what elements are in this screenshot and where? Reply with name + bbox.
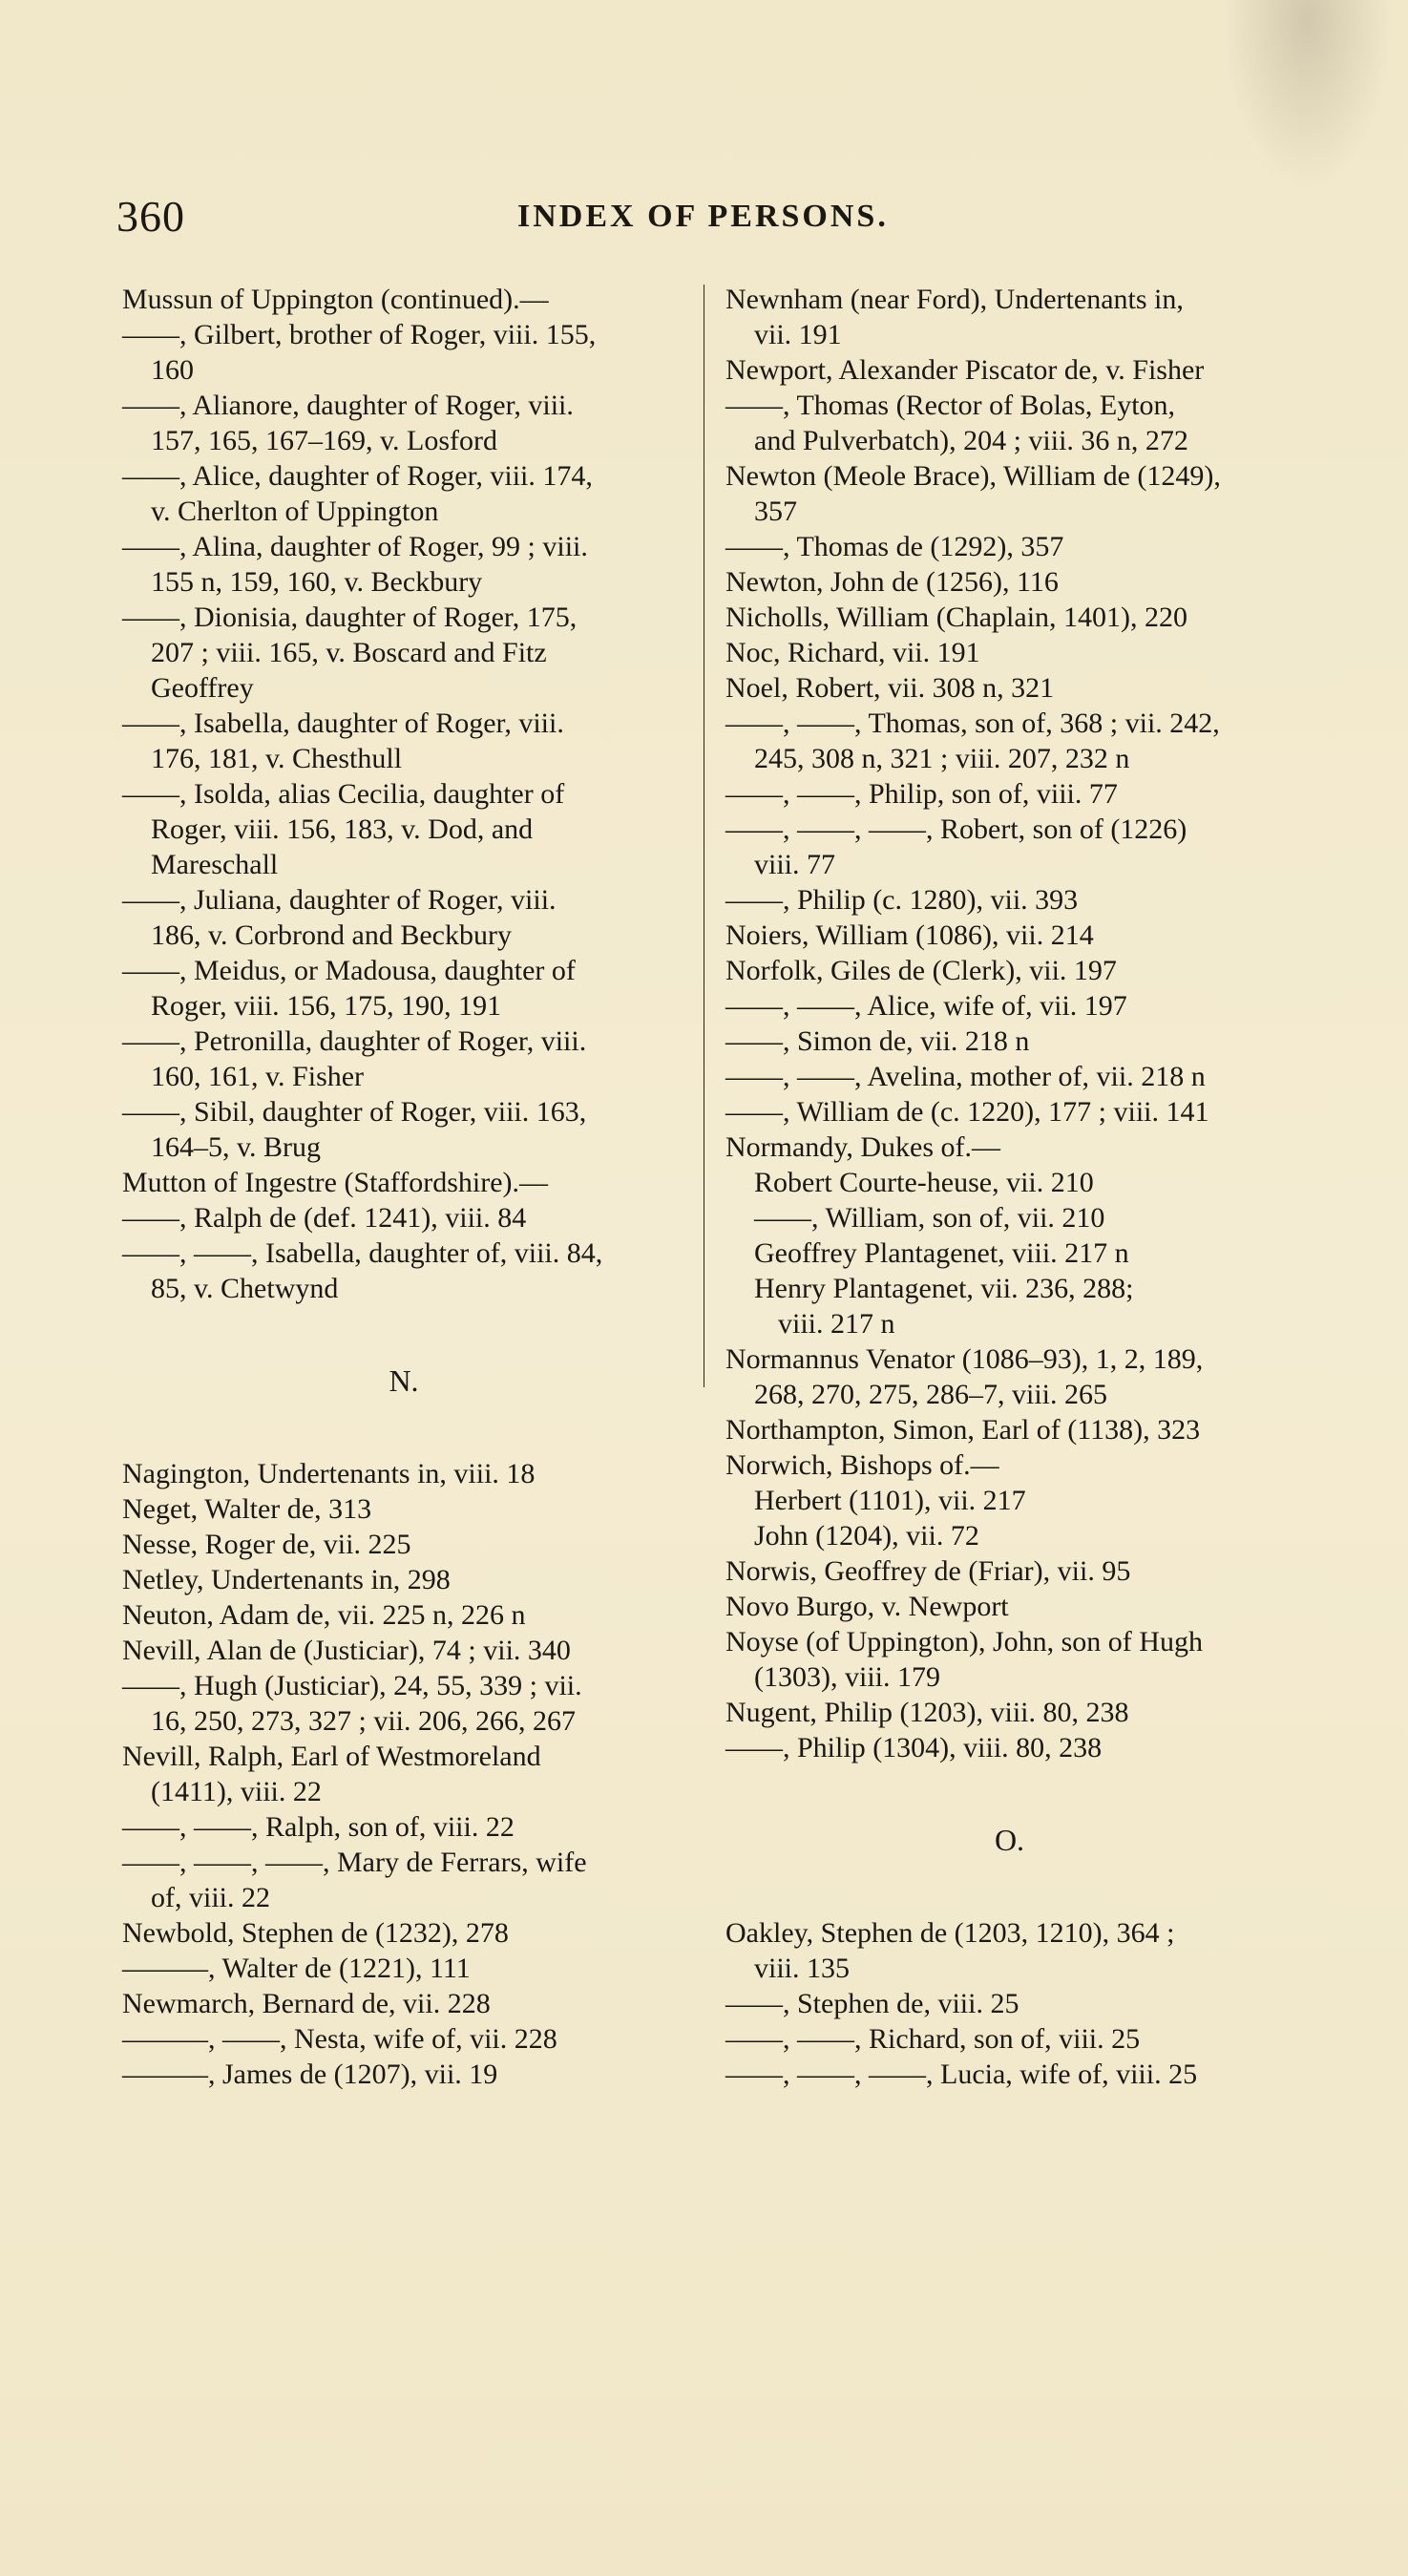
index-entry: ——, William de (c. 1220), 177 ; viii. 141 <box>725 1096 1209 1128</box>
index-entry: Newbold, Stephen de (1232), 278 <box>122 1917 509 1949</box>
index-entry: Nevill, Ralph, Earl of Westmoreland <box>122 1741 541 1772</box>
index-entry: of, viii. 22 <box>151 1882 270 1913</box>
index-entry: Newmarch, Bernard de, vii. 228 <box>122 1988 491 2019</box>
index-entry: ——, ——, ——, Lucia, wife of, viii. 25 <box>725 2059 1198 2090</box>
index-entry: Mussun of Uppington (continued).— <box>122 284 549 315</box>
index-entry: Newton (Meole Brace), William de (1249), <box>725 460 1221 492</box>
index-entry: (1411), viii. 22 <box>151 1776 322 1807</box>
index-entry: 160, 161, v. Fisher <box>151 1061 365 1092</box>
index-entry: 157, 165, 167–169, v. Losford <box>151 425 498 456</box>
index-entry: 85, v. Chetwynd <box>151 1273 339 1304</box>
index-entry: Newport, Alexander Piscator de, v. Fisher <box>725 354 1205 386</box>
index-entry: 164–5, v. Brug <box>151 1131 322 1163</box>
index-entry: ———, ——, Nesta, wife of, vii. 228 <box>122 2023 557 2055</box>
index-entry: Netley, Undertenants in, 298 <box>122 1564 451 1595</box>
index-entry: 160 <box>151 354 194 386</box>
index-entry: v. Cherlton of Uppington <box>151 496 439 527</box>
index-entry: ——, Simon de, vii. 218 n <box>725 1025 1030 1057</box>
section-letter: N. <box>389 1363 419 1398</box>
page-header <box>116 191 1310 248</box>
index-entry: Roger, viii. 156, 183, v. Dod, and <box>151 813 534 845</box>
index-entry: Noiers, William (1086), vii. 214 <box>725 919 1094 951</box>
index-entry: ——, Isolda, alias Cecilia, daughter of <box>122 778 565 810</box>
index-entry: 155 n, 159, 160, v. Beckbury <box>151 566 483 598</box>
index-entry: ——, ——, Avelina, mother of, vii. 218 n <box>725 1061 1206 1092</box>
index-entry: 357 <box>754 496 797 527</box>
index-entry: ———, Walter de (1221), 111 <box>122 1953 471 1984</box>
index-entry: ——, Isabella, daughter of Roger, viii. <box>122 707 564 739</box>
index-entry: Nicholls, William (Chaplain, 1401), 220 <box>725 602 1188 633</box>
index-entry: Herbert (1101), vii. 217 <box>754 1485 1026 1516</box>
index-entry: Noc, Richard, vii. 191 <box>725 637 980 668</box>
index-entry: ——, Philip (c. 1280), vii. 393 <box>725 884 1079 916</box>
index-entry: Nagington, Undertenants in, viii. 18 <box>122 1458 536 1489</box>
index-entry: 176, 181, v. Chesthull <box>151 743 403 774</box>
index-entry: ——, ——, ——, Robert, son of (1226) <box>725 813 1187 845</box>
index-entry: ——, Alianore, daughter of Roger, viii. <box>122 390 574 421</box>
index-entry: ——, Alice, daughter of Roger, viii. 174, <box>122 460 593 492</box>
index-entry: ——, Philip (1304), viii. 80, 238 <box>725 1732 1103 1763</box>
index-entry: Newton, John de (1256), 116 <box>725 566 1059 598</box>
index-entry: ——, ——, ——, Mary de Ferrars, wife <box>122 1847 587 1878</box>
index-entry: ——, Petronilla, daughter of Roger, viii. <box>122 1025 587 1057</box>
index-entry: Noel, Robert, vii. 308 n, 321 <box>725 672 1055 704</box>
index-entry: Noyse (of Uppington), John, son of Hugh <box>725 1626 1203 1658</box>
index-entry: viii. 135 <box>754 1953 851 1984</box>
index-entry: ——, Thomas (Rector of Bolas, Eyton, <box>725 390 1176 421</box>
index-entry: Mutton of Ingestre (Staffordshire).— <box>122 1167 549 1198</box>
index-entry: ——, Gilbert, brother of Roger, viii. 155, <box>122 319 597 350</box>
index-entry: Geoffrey <box>151 672 254 704</box>
index-entry: Norwich, Bishops of.— <box>725 1449 999 1481</box>
running-title: INDEX OF PERSONS. <box>517 199 889 234</box>
index-entry: Geoffrey Plantagenet, viii. 217 n <box>754 1237 1129 1269</box>
index-entry: 268, 270, 275, 286–7, viii. 265 <box>754 1379 1108 1410</box>
index-entry: 245, 308 n, 321 ; viii. 207, 232 n <box>754 743 1130 774</box>
index-entry: 186, v. Corbrond and Beckbury <box>151 919 512 951</box>
index-entry: Nesse, Roger de, vii. 225 <box>122 1529 411 1560</box>
index-entry: Nugent, Philip (1203), viii. 80, 238 <box>725 1697 1129 1728</box>
index-entry: ——, Alina, daughter of Roger, 99 ; viii. <box>122 531 588 562</box>
index-entry: Mareschall <box>151 849 279 880</box>
index-entry: ——, Dionisia, daughter of Roger, 175, <box>122 602 578 633</box>
index-entry: ——, Ralph de (def. 1241), viii. 84 <box>122 1202 527 1234</box>
index-entry: Normandy, Dukes of.— <box>725 1131 1001 1163</box>
page-number: 360 <box>116 192 185 241</box>
index-entry: ——, Thomas de (1292), 357 <box>725 531 1064 562</box>
index-entry: and Pulverbatch), 204 ; viii. 36 n, 272 <box>754 425 1188 456</box>
index-entry: Northampton, Simon, Earl of (1138), 323 <box>725 1414 1201 1446</box>
index-entry: ——, ——, Richard, son of, viii. 25 <box>725 2023 1141 2055</box>
index-entry: Norwis, Geoffrey de (Friar), vii. 95 <box>725 1555 1131 1587</box>
index-entry: Henry Plantagenet, vii. 236, 288; <box>754 1273 1134 1304</box>
section-letter: O. <box>994 1823 1025 1857</box>
index-entry: Novo Burgo, v. Newport <box>725 1591 1009 1622</box>
index-entry: vii. 191 <box>754 319 842 350</box>
index-entry: ——, Hugh (Justiciar), 24, 55, 339 ; vii. <box>122 1670 582 1701</box>
index-entry: viii. 77 <box>754 849 836 880</box>
index-entry: Neuton, Adam de, vii. 225 n, 226 n <box>122 1599 526 1631</box>
index-entry: 16, 250, 273, 327 ; vii. 206, 266, 267 <box>151 1705 577 1737</box>
index-entry: ——, Juliana, daughter of Roger, viii. <box>122 884 557 916</box>
index-column-left <box>122 282 685 2092</box>
index-entry: ——, Stephen de, viii. 25 <box>725 1988 1019 2019</box>
index-entry: ——, ——, Isabella, daughter of, viii. 84, <box>122 1237 603 1269</box>
index-entry: 207 ; viii. 165, v. Boscard and Fitz <box>151 637 547 668</box>
index-column-right <box>725 282 1293 2092</box>
index-entry: Robert Courte-heuse, vii. 210 <box>754 1167 1094 1198</box>
index-entry: ——, ——, Thomas, son of, 368 ; vii. 242, <box>725 707 1220 739</box>
index-entry: ———, James de (1207), vii. 19 <box>122 2059 498 2090</box>
index-entry: ——, ——, Philip, son of, viii. 77 <box>725 778 1118 810</box>
index-entry: viii. 217 n <box>778 1308 895 1340</box>
index-entry: Norfolk, Giles de (Clerk), vii. 197 <box>725 955 1117 986</box>
index-entry: (1303), viii. 179 <box>754 1661 940 1693</box>
index-entry: Neget, Walter de, 313 <box>122 1493 372 1525</box>
index-entry: ——, ——, Ralph, son of, viii. 22 <box>122 1811 515 1843</box>
index-entry: John (1204), vii. 72 <box>754 1520 979 1552</box>
index-entry: Oakley, Stephen de (1203, 1210), 364 ; <box>725 1917 1175 1949</box>
index-entry: Nevill, Alan de (Justiciar), 74 ; vii. 340 <box>122 1635 571 1666</box>
index-entry: Normannus Venator (1086–93), 1, 2, 189, <box>725 1343 1204 1375</box>
index-entry: Newnham (near Ford), Undertenants in, <box>725 284 1184 315</box>
index-entry: ——, ——, Alice, wife of, vii. 197 <box>725 990 1127 1022</box>
index-entry: ——, Sibil, daughter of Roger, viii. 163, <box>122 1096 587 1128</box>
index-entry: ——, Meidus, or Madousa, daughter of <box>122 955 576 986</box>
index-entry: Roger, viii. 156, 175, 190, 191 <box>151 990 502 1022</box>
index-entry: ——, William, son of, vii. 210 <box>754 1202 1105 1234</box>
